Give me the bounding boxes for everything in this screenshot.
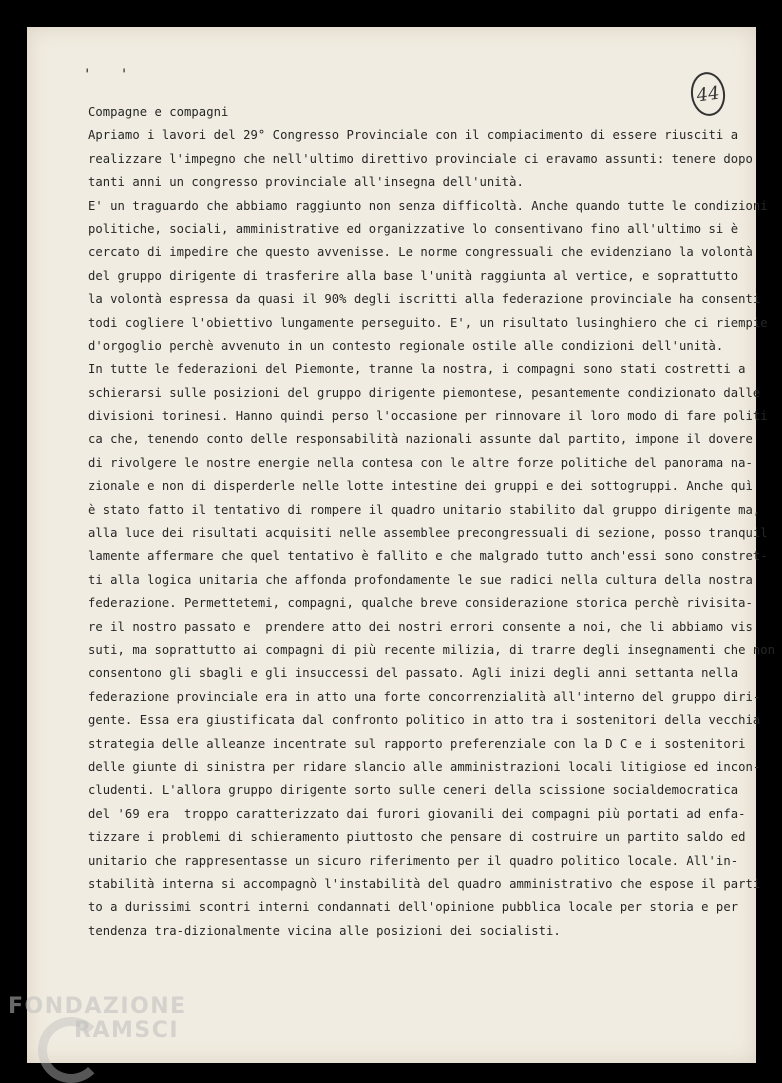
text-line: cercato di impedire che questo avvenisse. Le norme congressuali che evidenziano la volontà <box>88 245 753 260</box>
document-page <box>27 27 776 1063</box>
text-line: consentono gli sbagli e gli insuccessi del passato. Agli inizi degli anni settanta nella <box>88 666 739 681</box>
text-line: la volontà espressa da quasi il 90% degli iscritti alla federazione provinciale ha consenti <box>88 292 761 307</box>
text-line: ca che, tenendo conto delle responsabilità nazionali assunte dal partito, impone il dovere <box>88 432 753 447</box>
text-line: suti, ma soprattutto ai compagni di più recente milizia, di trarre degli insegnamenti che non <box>88 642 776 657</box>
text-line: schierarsi sulle posizioni del gruppo dirigente piemontese, pesantemente condizionato dalle <box>88 385 761 400</box>
text-line: d'orgoglio perchè avvenuto in un contesto regionale ostile alle condizioni dell'unità. <box>88 338 724 353</box>
text-line: re il nostro passato e prendere atto dei nostri errori consente a noi, che li abbiamo vis <box>88 619 753 634</box>
text-line: todi cogliere l'obiettivo lungamente perseguito. E', un risultato lusinghiero che ci riempie <box>88 315 768 330</box>
text-line: In tutte le federazioni del Piemonte, tranne la nostra, i compagni sono stati costretti a <box>88 362 746 377</box>
salutation-line: Compagne e compagni <box>88 105 229 119</box>
text-line: strategia delle alleanze incentrate sul rapporto preferenziale con la D C e i sostenitori <box>88 736 746 751</box>
text-line: Apriamo i lavori del 29° Congresso Provinciale con il compiacimento di essere riusciti a <box>88 128 739 143</box>
watermark-line-1: FONDAZIONE <box>8 994 187 1019</box>
page-number: 44 <box>695 82 721 106</box>
text-line: alla luce dei risultati acquisiti nelle assemblee precongressuali di sezione, posso tranquil <box>88 526 768 541</box>
text-line: to a durissimi scontri interni condannati dell'opinione pubblica locale per storia e per <box>88 900 739 915</box>
text-line: cludenti. L'allora gruppo dirigente sorto sulle ceneri della scissione socialdemocratica <box>88 783 739 798</box>
watermark-line-2: RAMSCI <box>74 1018 180 1043</box>
text-line: realizzare l'impegno che nell'ultimo direttivo provinciale ci eravamo assunti: tenere dopo <box>88 151 753 166</box>
text-line: federazione provinciale era in atto una forte concorrenzialità all'interno del gruppo diri- <box>88 689 761 704</box>
text-line: ti alla logica unitaria che affonda profondamente le sue radici nella cultura della nostra <box>88 572 753 587</box>
text-line: stabilità interna si accompagnò l'instabilità del quadro amministrativo che espose il parti <box>88 876 761 891</box>
text-line: del gruppo dirigente di trasferire alla base l'unità raggiunta al vertice, e soprattutto <box>88 268 739 283</box>
text-line: tanti anni un congresso provinciale all'insegna dell'unità. <box>88 175 524 190</box>
text-line: è stato fatto il tentativo di rompere il quadro unitario stabilito dal gruppo dirigente ma, <box>88 502 761 517</box>
text-line: tizzare i problemi di schieramento piuttosto che pensare di costruire un partito saldo ed <box>88 830 746 845</box>
text-line: del '69 era troppo caratterizzato dai furori giovanili dei compagni più portati ad enfa- <box>88 806 746 821</box>
typed-text-body <box>88 101 776 943</box>
corner-marks: ' ' <box>83 67 139 83</box>
text-line: zionale e non di disperderle nelle lotte intestine dei gruppi e dei sottogruppi. Anche quì <box>88 479 753 494</box>
text-line: federazione. Permettetemi, compagni, qualche breve considerazione storica perchè rivisita- <box>88 596 753 611</box>
text-line: delle giunte di sinistra per ridare slancio alle amministrazioni locali litigiose ed incon- <box>88 759 761 774</box>
text-line: di rivolgere le nostre energie nella contesa con le altre forze politiche del panorama na- <box>88 455 753 470</box>
text-line: E' un traguardo che abbiamo raggiunto non senza difficoltà. Anche quando tutte le condizioni <box>88 198 768 213</box>
text-line: politiche, sociali, amministrative ed organizzative lo consentivano fino all'ultimo si è <box>88 221 739 236</box>
text-line: gente. Essa era giustificata dal confronto politico in atto tra i sostenitori della vecchia <box>88 713 761 728</box>
text-line: divisioni torinesi. Hanno quindi perso l'occasione per rinnovare il loro modo di fare politi <box>88 409 768 424</box>
text-line: lamente affermare che quel tentativo è fallito e che malgrado tutto anch'essi sono constret- <box>88 549 768 564</box>
text-line: unitario che rappresentasse un sicuro riferimento per il quadro politico locale. All'in- <box>88 853 739 868</box>
text-line: tendenza tra-dizionalmente vicina alle posizioni dei socialisti. <box>88 923 561 938</box>
